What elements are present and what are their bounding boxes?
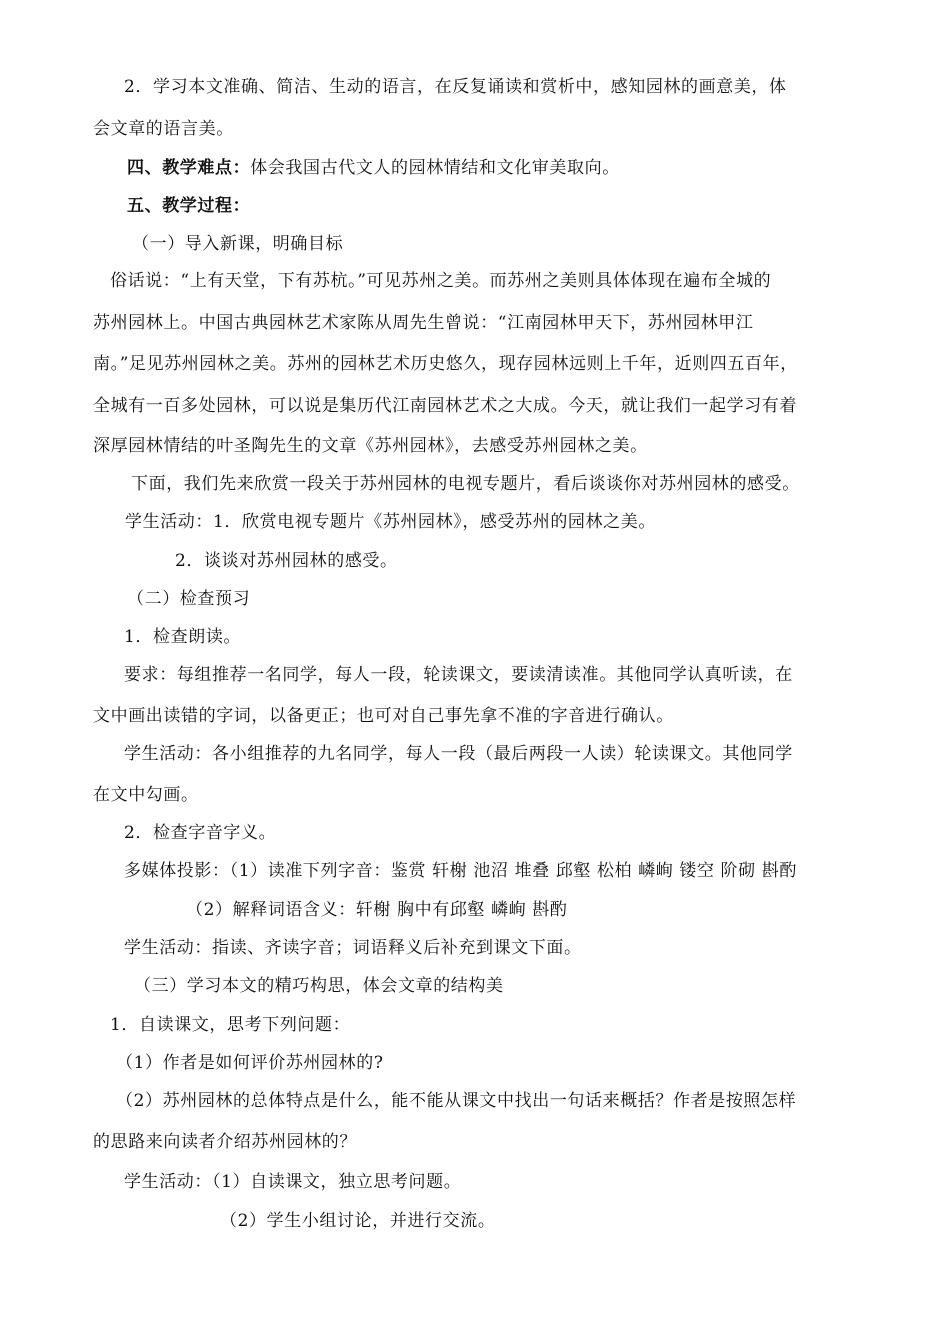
part3-activity-1: 学生活动：（1）自读课文，独立思考问题。: [124, 1172, 462, 1192]
video-intro-line: 下面，我们先来欣赏一段关于苏州园林的电视专题片，看后谈谈你对苏州园林的感受。: [131, 474, 800, 494]
intro-line-5: 深厚园林情结的叶圣陶先生的文章《苏州园林》，去感受苏州园林之美。: [93, 436, 648, 456]
part2-title: （二）检查预习: [127, 589, 251, 609]
difficulty-text: 体会我国古代文人的园林情结和文化审美取向。: [250, 158, 620, 178]
part1-activity-1: 学生活动：1．欣赏电视专题片《苏州园林》，感受苏州的园林之美。: [125, 512, 656, 532]
question-1: （1）作者是如何评价苏州园林的?: [116, 1053, 384, 1073]
intro-line-3: 南。”足见苏州园林之美。苏州的园林艺术历史悠久，现存园林远则上千年，近则四五百年，: [93, 354, 798, 374]
intro-line-1: 俗话说：“上有天堂，下有苏杭。”可见苏州之美。而苏州之美则具体体现在遍布全城的: [110, 271, 772, 291]
part3-task-title: 1．自读课文，思考下列问题：: [110, 1015, 351, 1035]
difficulty-heading: 四、教学难点：: [127, 158, 251, 178]
objective-2-line-2: 会文章的语言美。: [93, 119, 234, 139]
words-check-title: 2．检查字音字义。: [124, 823, 277, 843]
words-activity-line: 学生活动：指读、齐读字音；词语释义后补充到课文下面。: [124, 938, 582, 958]
reading-activity-line-1: 学生活动：各小组推荐的九名同学，每人一段（最后两段一人读）轮读课文。其他同学: [124, 744, 793, 764]
reading-activity-line-2: 在文中勾画。: [93, 785, 199, 805]
intro-line-2: 苏州园林上。中国古典园林艺术家陈从周先生曾说：“江南园林甲天下，苏州园林甲江: [93, 313, 754, 333]
projection-line-1: 多媒体投影：（1）读准下列字音：鉴赏 轩榭 池沼 堆叠 邱壑 松柏 嶙峋 镂空 阶砌 斟酌: [124, 861, 797, 881]
difficulty-paragraph: [127, 156, 620, 180]
question-2-line-2: 的思路来向读者介绍苏州园林的？: [93, 1132, 357, 1152]
intro-line-4: 全城有一百多处园林，可以说是集历代江南园林艺术之大成。今天，就让我们一起学习有着: [93, 396, 797, 416]
requirement-line-2: 文中画出读错的字词，以备更正；也可对自己事先拿不准的字音进行确认。: [93, 706, 674, 726]
reading-check-title: 1．检查朗读。: [124, 627, 242, 647]
requirement-line-1: 要求：每组推荐一名同学，每人一段，轮读课文，要读清读准。其他同学认真听读，在: [124, 665, 793, 685]
process-heading: 五、教学过程：: [127, 196, 251, 216]
part1-title: （一）导入新课，明确目标: [132, 234, 344, 254]
objective-2-line-1: 2．学习本文准确、简洁、生动的语言，在反复诵读和赏析中，感知园林的画意美，体: [124, 77, 787, 97]
part3-title: （三）学习本文的精巧构思，体会文章的结构美: [134, 976, 504, 996]
projection-line-2: （2）解释词语含义：轩榭 胸中有邱壑 嶙峋 斟酌: [186, 900, 568, 920]
part3-activity-2: （2）学生小组讨论，并进行交流。: [220, 1211, 496, 1231]
part1-activity-2: 2．谈谈对苏州园林的感受。: [175, 551, 398, 571]
question-2-line-1: （2）苏州园林的总体特点是什么，能不能从课文中找出一句话来概括？作者是按照怎样: [116, 1091, 797, 1111]
